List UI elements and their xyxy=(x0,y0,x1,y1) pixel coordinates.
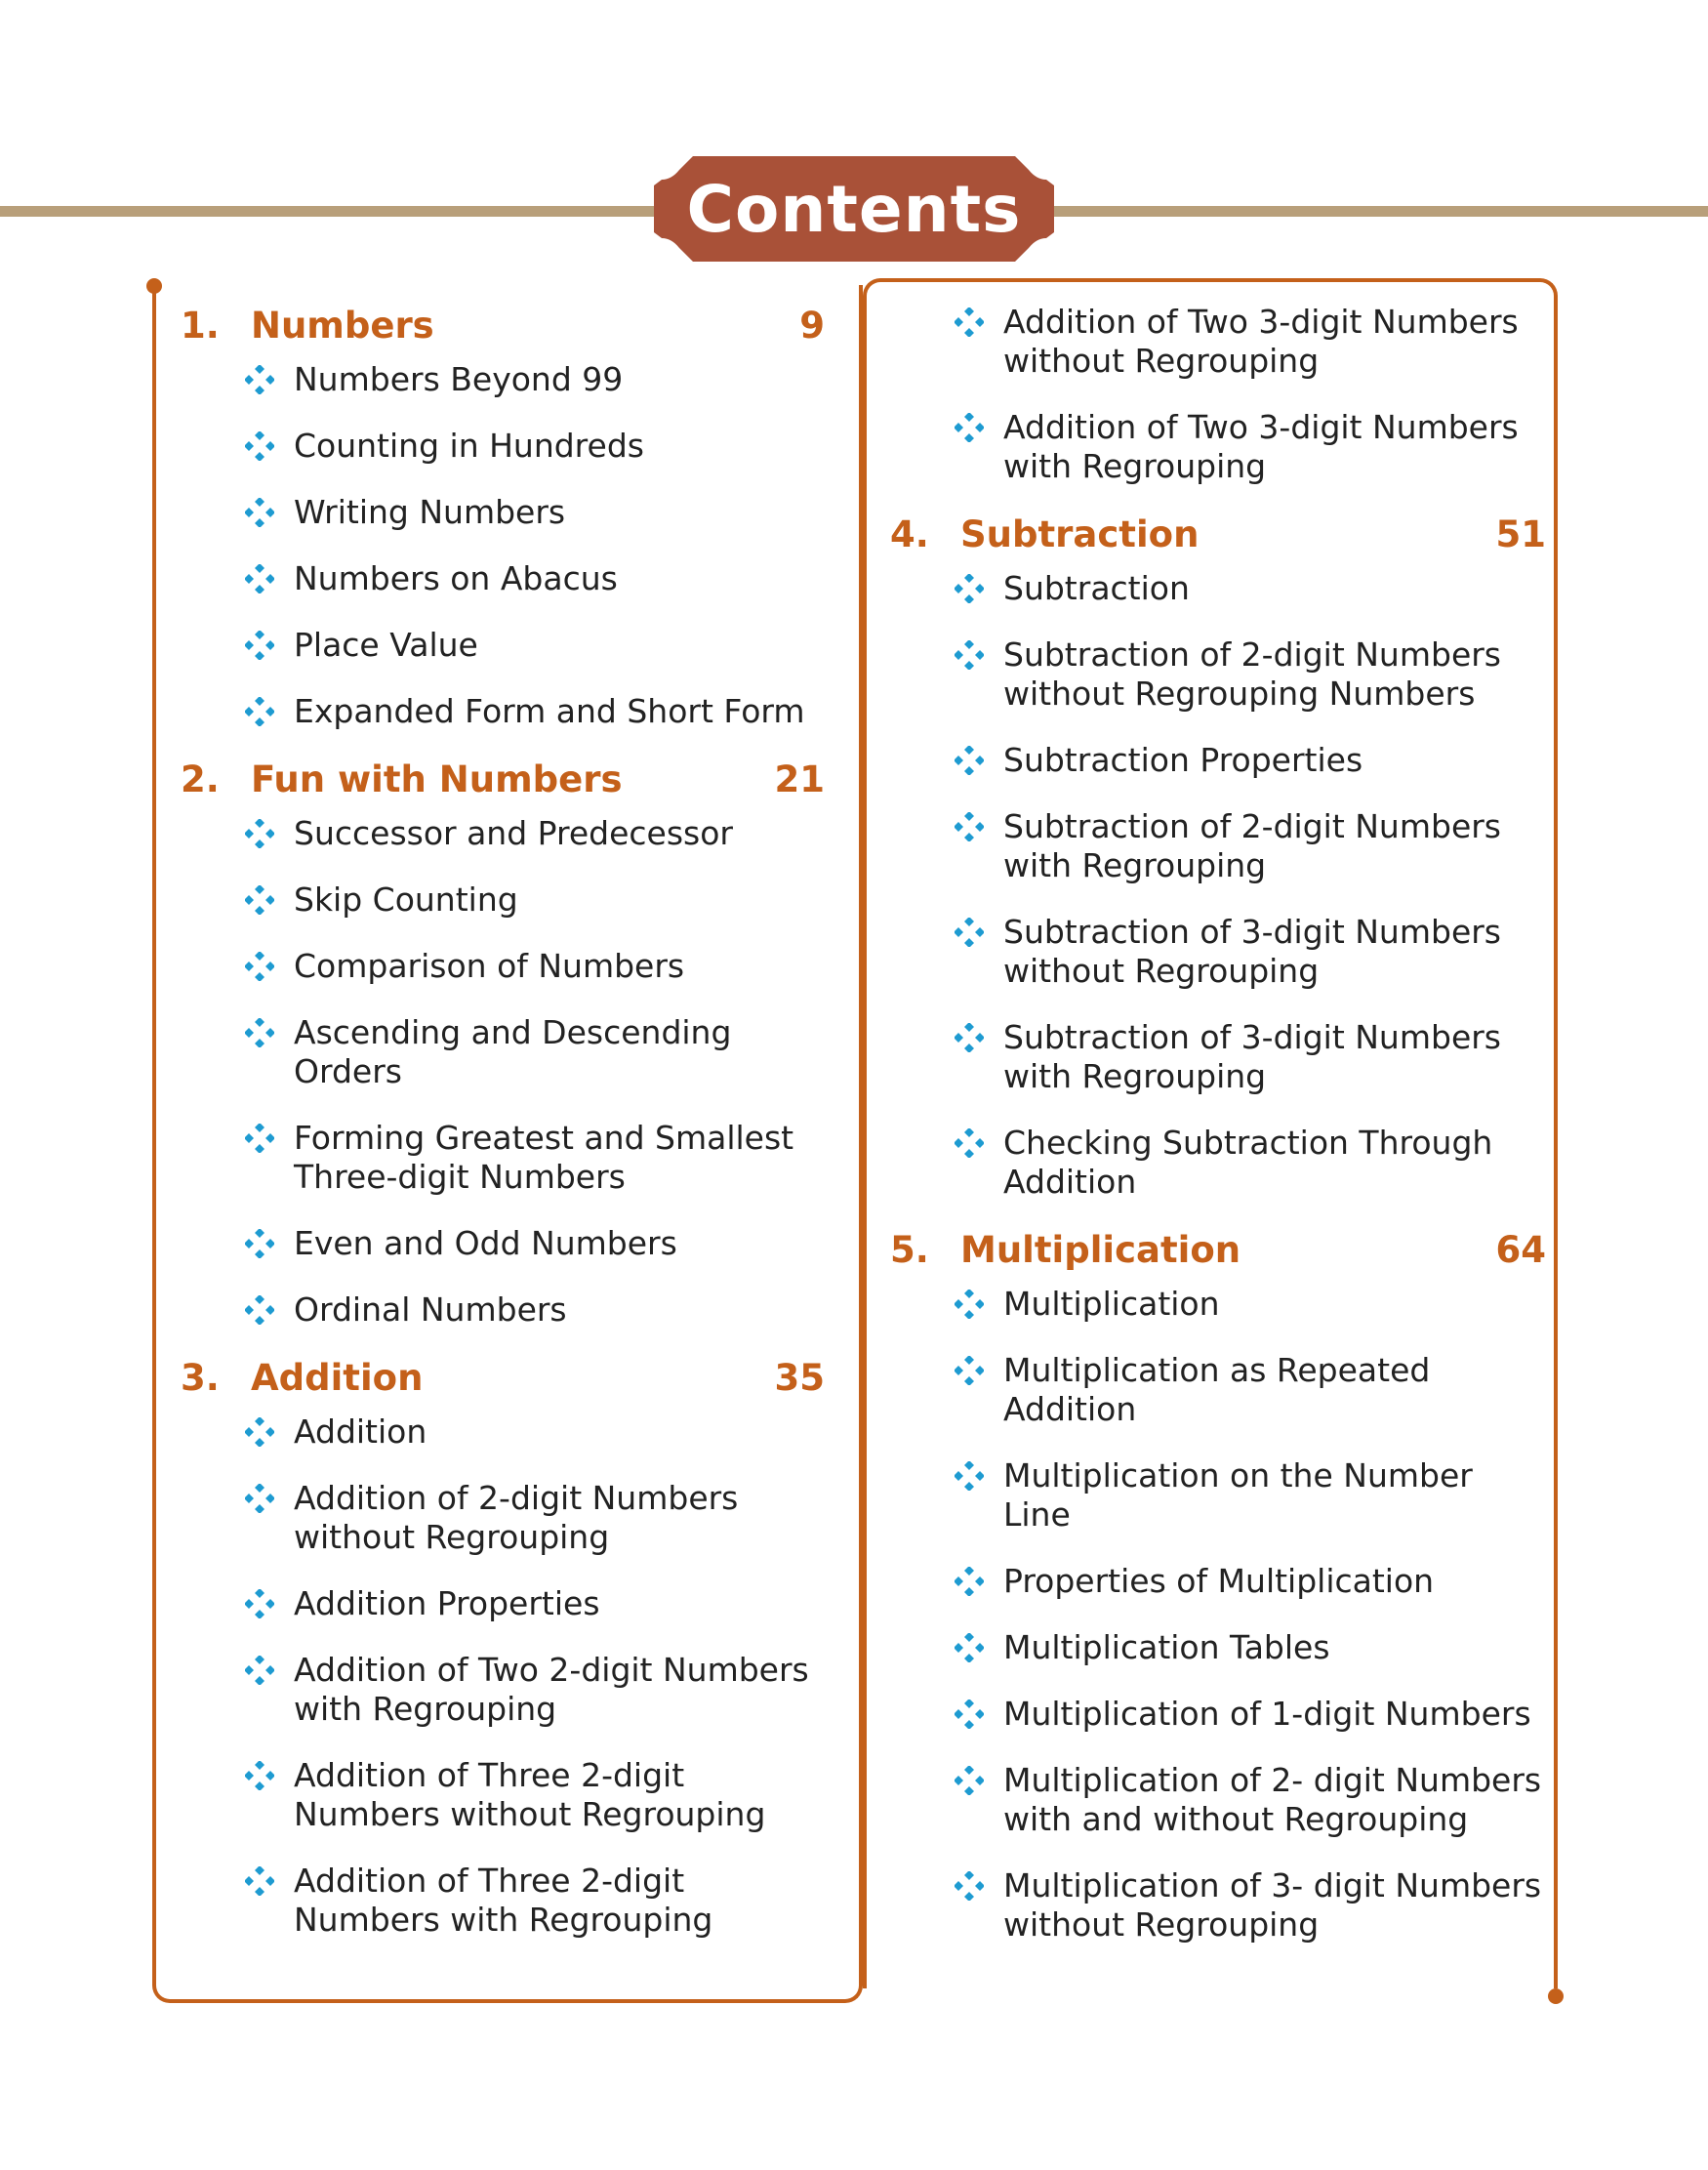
title-badge xyxy=(654,156,1054,262)
toc-topic xyxy=(955,913,1546,991)
toc-topic-text: Place Value xyxy=(294,626,478,664)
diamond-bullet-icon xyxy=(245,885,274,915)
diamond-bullet-icon xyxy=(955,574,984,603)
diamond-bullet-icon xyxy=(955,1023,984,1052)
toc-topic-text: Addition Properties xyxy=(294,1584,600,1622)
toc-topic-text: Subtraction of 2-digit Numbers without Regrouping Numbers xyxy=(1003,635,1502,713)
frame-dot-top-left xyxy=(146,278,162,294)
page-title: Contents xyxy=(686,171,1022,247)
diamond-bullet-icon xyxy=(245,1018,274,1047)
chapter-page-number: 21 xyxy=(774,758,825,800)
toc-topic-text: Subtraction of 3-digit Numbers without Regrouping xyxy=(1003,913,1502,990)
toc-chapter-heading xyxy=(890,1229,1546,1271)
toc-topic-text: Multiplication Tables xyxy=(1003,1628,1330,1666)
toc-topic-text: Multiplication of 3- digit Numbers without Regrouping xyxy=(1003,1866,1542,1944)
toc-continued-topic-list xyxy=(890,303,1546,486)
toc-topic-text: Multiplication as Repeated Addition xyxy=(1003,1351,1431,1428)
toc-topic-text: Counting in Hundreds xyxy=(294,427,644,465)
diamond-bullet-icon xyxy=(245,1484,274,1513)
diamond-bullet-icon xyxy=(955,1871,984,1901)
toc-chapter-heading xyxy=(181,305,825,347)
chapter-page-number: 35 xyxy=(774,1357,825,1399)
toc-topic xyxy=(245,1651,825,1729)
right-column xyxy=(890,293,1546,1972)
toc-topic-text: Checking Subtraction Through Addition xyxy=(1003,1124,1493,1201)
toc-topic xyxy=(245,427,825,466)
diamond-bullet-icon xyxy=(245,365,274,394)
toc-topic xyxy=(245,1013,825,1091)
chapter-title: Addition xyxy=(251,1357,424,1399)
toc-topic-text: Subtraction of 2-digit Numbers with Regrouping xyxy=(1003,807,1502,884)
toc-chapter-heading xyxy=(890,513,1546,555)
toc-topic xyxy=(245,1224,825,1263)
diamond-bullet-icon xyxy=(245,1761,274,1790)
diamond-bullet-icon xyxy=(245,697,274,726)
toc-topic xyxy=(955,1285,1546,1324)
toc-topic-text: Skip Counting xyxy=(294,880,518,919)
diamond-bullet-icon xyxy=(955,1567,984,1596)
toc-topic xyxy=(955,408,1546,486)
toc-topic xyxy=(245,626,825,665)
toc-topic-text: Writing Numbers xyxy=(294,493,566,531)
toc-topic-text: Ascending and Descending Orders xyxy=(294,1013,732,1090)
toc-topic xyxy=(955,1628,1546,1667)
frame-dot-bottom-right xyxy=(1548,1988,1564,2004)
toc-topic-text: Multiplication of 2- digit Numbers with and without Regrouping xyxy=(1003,1761,1542,1838)
toc-topic-list xyxy=(181,1413,825,1940)
toc-topic-text: Numbers Beyond 99 xyxy=(294,360,624,398)
toc-topic-text: Multiplication of 1-digit Numbers xyxy=(1003,1695,1531,1733)
diamond-bullet-icon xyxy=(245,1417,274,1447)
toc-chapter-heading xyxy=(181,1357,825,1399)
chapter-number: 2. xyxy=(181,758,220,800)
toc-topic xyxy=(245,814,825,853)
toc-topic-text: Even and Odd Numbers xyxy=(294,1224,677,1262)
toc-topic-text: Forming Greatest and Smallest Three-digit Numbers xyxy=(294,1119,794,1196)
toc-topic-text: Ordinal Numbers xyxy=(294,1290,567,1329)
toc-topic xyxy=(955,1562,1546,1601)
toc-topic-text: Subtraction Properties xyxy=(1003,741,1363,779)
toc-topic xyxy=(955,635,1546,714)
toc-topic xyxy=(245,1756,825,1834)
toc-topic xyxy=(955,1351,1546,1429)
toc-topic xyxy=(245,360,825,399)
diamond-bullet-icon xyxy=(245,631,274,660)
diamond-bullet-icon xyxy=(245,1229,274,1258)
diamond-bullet-icon xyxy=(245,1656,274,1685)
toc-topic-text: Subtraction xyxy=(1003,569,1190,607)
diamond-bullet-icon xyxy=(245,1866,274,1896)
toc-topic xyxy=(245,1119,825,1197)
diamond-bullet-icon xyxy=(955,640,984,670)
diamond-bullet-icon xyxy=(955,1699,984,1729)
toc-topic xyxy=(245,493,825,532)
toc-topic-list xyxy=(181,360,825,731)
toc-topic-text: Addition of Three 2-digit Numbers without Regrouping xyxy=(294,1756,766,1833)
toc-topic xyxy=(245,1584,825,1623)
toc-topic-text: Multiplication on the Number Line xyxy=(1003,1456,1473,1534)
toc-topic-list xyxy=(181,814,825,1330)
diamond-bullet-icon xyxy=(955,1461,984,1491)
chapter-title: Fun with Numbers xyxy=(251,758,623,800)
toc-topic xyxy=(245,1413,825,1452)
toc-topic xyxy=(245,880,825,920)
toc-topic-text: Addition of Two 2-digit Numbers with Regrouping xyxy=(294,1651,809,1728)
toc-topic xyxy=(955,569,1546,608)
chapter-title: Numbers xyxy=(251,305,434,347)
toc-topic xyxy=(955,1124,1546,1202)
header-rule-right xyxy=(1049,206,1708,217)
toc-topic-text: Addition of Two 3-digit Numbers without Regrouping xyxy=(1003,303,1519,380)
toc-topic xyxy=(955,1761,1546,1839)
toc-topic-text: Subtraction of 3-digit Numbers with Regrouping xyxy=(1003,1018,1502,1095)
toc-topic xyxy=(245,1479,825,1557)
toc-topic-text: Expanded Form and Short Form xyxy=(294,692,805,730)
chapter-page-number: 9 xyxy=(799,305,825,347)
toc-topic-list xyxy=(890,1285,1546,1945)
chapter-number: 3. xyxy=(181,1357,220,1399)
diamond-bullet-icon xyxy=(245,498,274,527)
chapter-page-number: 64 xyxy=(1495,1229,1546,1271)
toc-topic xyxy=(245,1862,825,1940)
toc-topic-text: Multiplication xyxy=(1003,1285,1220,1323)
chapter-page-number: 51 xyxy=(1495,513,1546,555)
diamond-bullet-icon xyxy=(955,413,984,442)
chapter-title: Multiplication xyxy=(960,1229,1241,1271)
toc-topic xyxy=(955,1695,1546,1734)
toc-topic xyxy=(955,303,1546,381)
chapter-title: Subtraction xyxy=(960,513,1200,555)
diamond-bullet-icon xyxy=(955,1356,984,1385)
chapter-number: 5. xyxy=(890,1229,929,1271)
toc-topic xyxy=(245,692,825,731)
chapter-number: 4. xyxy=(890,513,929,555)
left-column xyxy=(181,293,825,1967)
diamond-bullet-icon xyxy=(245,819,274,848)
diamond-bullet-icon xyxy=(245,431,274,461)
toc-topic-list xyxy=(890,569,1546,1202)
toc-topic xyxy=(245,1290,825,1330)
toc-topic-text: Addition of Three 2-digit Numbers with Regrouping xyxy=(294,1862,713,1939)
toc-topic xyxy=(955,741,1546,780)
toc-topic-text: Successor and Predecessor xyxy=(294,814,733,852)
diamond-bullet-icon xyxy=(955,918,984,947)
toc-chapter-heading xyxy=(181,758,825,800)
toc-topic-text: Comparison of Numbers xyxy=(294,947,685,985)
diamond-bullet-icon xyxy=(955,1766,984,1795)
chapter-number: 1. xyxy=(181,305,220,347)
toc-topic xyxy=(245,947,825,986)
toc-topic-text: Addition of 2-digit Numbers without Regrouping xyxy=(294,1479,739,1556)
header-rule-left xyxy=(0,206,659,217)
toc-topic xyxy=(955,1456,1546,1535)
diamond-bullet-icon xyxy=(245,1124,274,1153)
diamond-bullet-icon xyxy=(245,1589,274,1618)
diamond-bullet-icon xyxy=(955,307,984,337)
toc-topic xyxy=(955,807,1546,885)
toc-topic-text: Numbers on Abacus xyxy=(294,559,618,597)
toc-topic xyxy=(955,1866,1546,1945)
diamond-bullet-icon xyxy=(245,1295,274,1325)
diamond-bullet-icon xyxy=(245,952,274,981)
diamond-bullet-icon xyxy=(955,812,984,841)
diamond-bullet-icon xyxy=(955,1128,984,1158)
toc-topic-text: Properties of Multiplication xyxy=(1003,1562,1435,1600)
toc-topic xyxy=(245,559,825,598)
diamond-bullet-icon xyxy=(245,564,274,594)
toc-topic-text: Addition of Two 3-digit Numbers with Regrouping xyxy=(1003,408,1519,485)
toc-topic xyxy=(955,1018,1546,1096)
diamond-bullet-icon xyxy=(955,1290,984,1319)
toc-topic-text: Addition xyxy=(294,1413,427,1451)
diamond-bullet-icon xyxy=(955,1633,984,1662)
diamond-bullet-icon xyxy=(955,746,984,775)
